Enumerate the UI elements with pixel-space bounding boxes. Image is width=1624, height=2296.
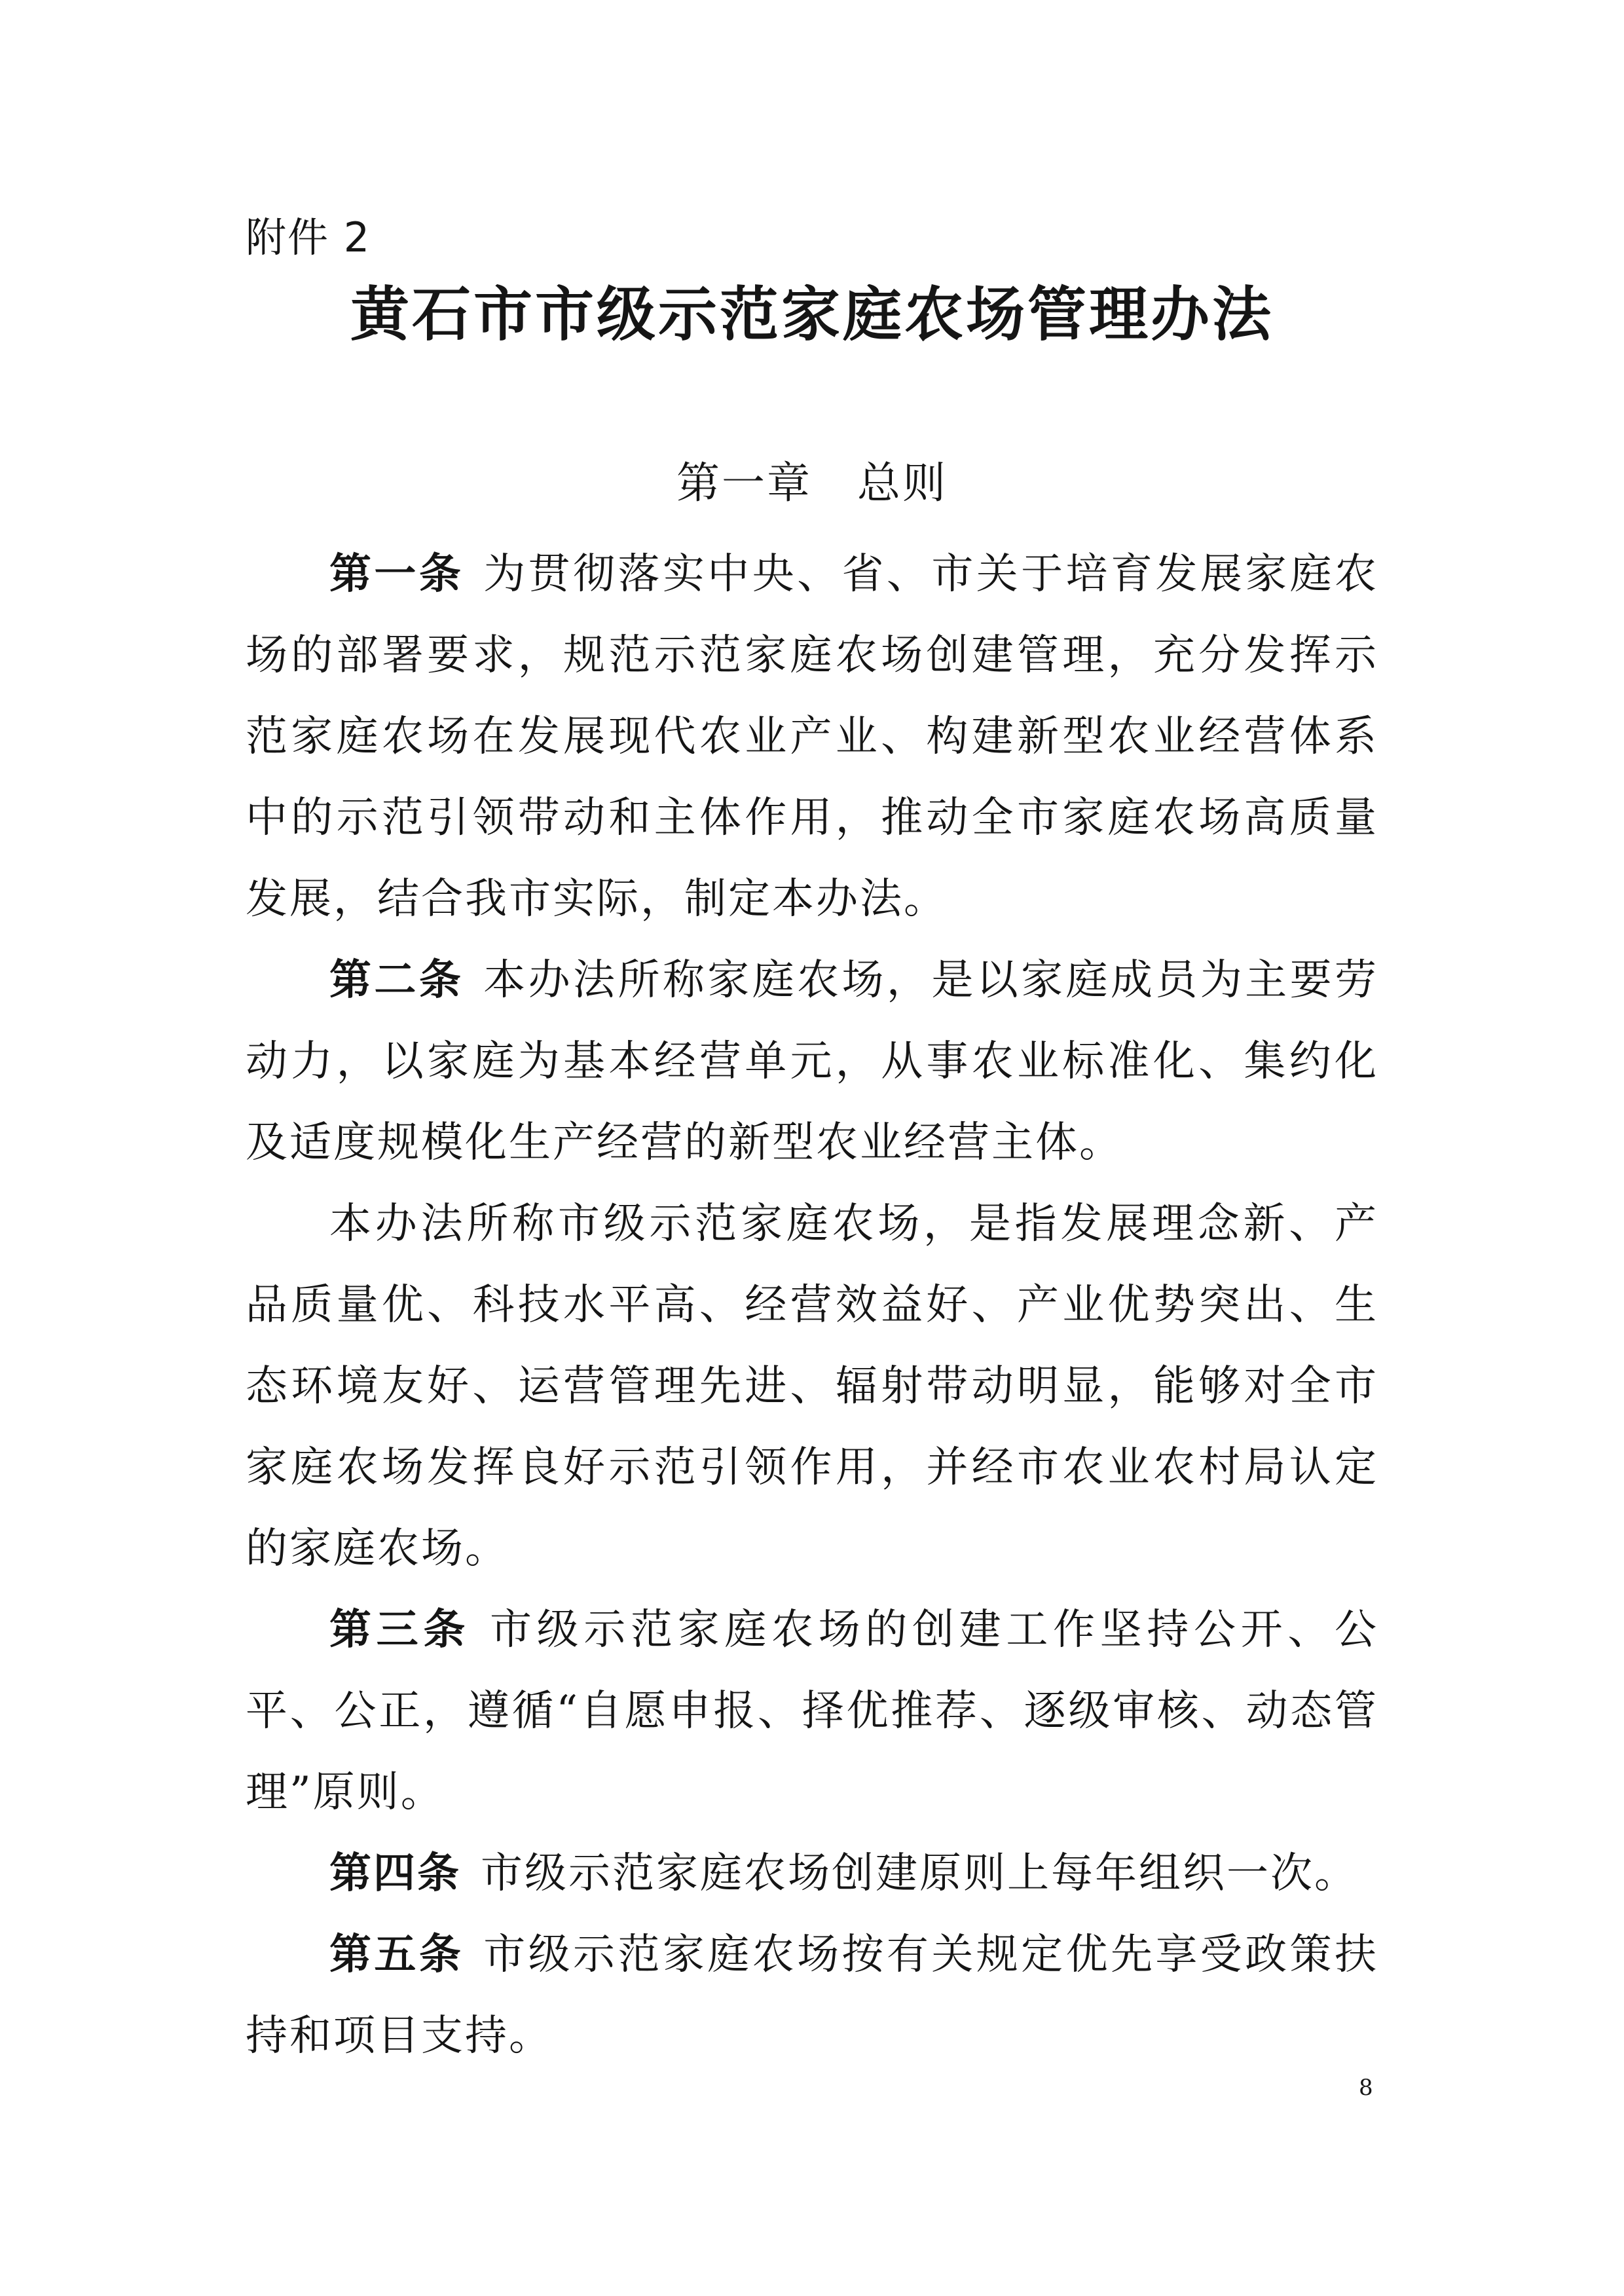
chapter-heading: 第一章 总则 [676,458,948,508]
article-2-paragraph-2 [246,1183,1378,1589]
article-text: 本办法所称家庭农场，是以家庭成员为主要劳动力，以家庭为基本经营单元，从事农业标准化、集约化及适度规模化生产经营的新型农业经营主体。 [246,956,1379,1167]
article-label: 第四条 [329,1849,461,1898]
article-text: 本办法所称市级示范家庭农场，是指发展理念新、产品质量优、科技水平高、经营效益好、产业优势突出、生态环境友好、运营管理先进、辐射带动明显，能够对全市家庭农场发挥良好示范引领作用，并经市农业农村局认定的家庭农场。 [246,1200,1378,1573]
article-label: 第一条 [329,550,464,599]
article-label: 第二条 [329,956,464,1005]
article-5 [246,1914,1378,2077]
article-3 [246,1589,1378,1833]
article-text: 市级示范家庭农场创建原则上每年组织一次。 [481,1849,1358,1898]
document-title: 黄石市市级示范家庭农场管理办法 [350,280,1274,349]
document-body [246,534,1378,2077]
article-2 [246,940,1378,1183]
page-number: 8 [1359,2075,1373,2101]
article-label: 第五条 [329,1931,464,1979]
attachment-label: 附件 2 [246,213,371,261]
article-text: 市级示范家庭农场按有关规定优先享受政策扶持和项目支持。 [246,1931,1379,2060]
article-1 [246,534,1378,940]
article-text: 市级示范家庭农场的创建工作坚持公开、公平、公正，遵循“自愿申报、择优推荐、逐级审核、动态管理”原则。 [246,1606,1378,1817]
article-label: 第三条 [329,1606,470,1654]
article-4 [246,1833,1378,1914]
article-text: 为贯彻落实中央、省、市关于培育发展家庭农场的部署要求，规范示范家庭农场创建管理，充分发挥示范家庭农场在发展现代农业产业、构建新型农业经营体系中的示范引领带动和主体作用，推动全市家庭农场高质量发展，结合我市实际，制定本办法。 [246,550,1379,923]
